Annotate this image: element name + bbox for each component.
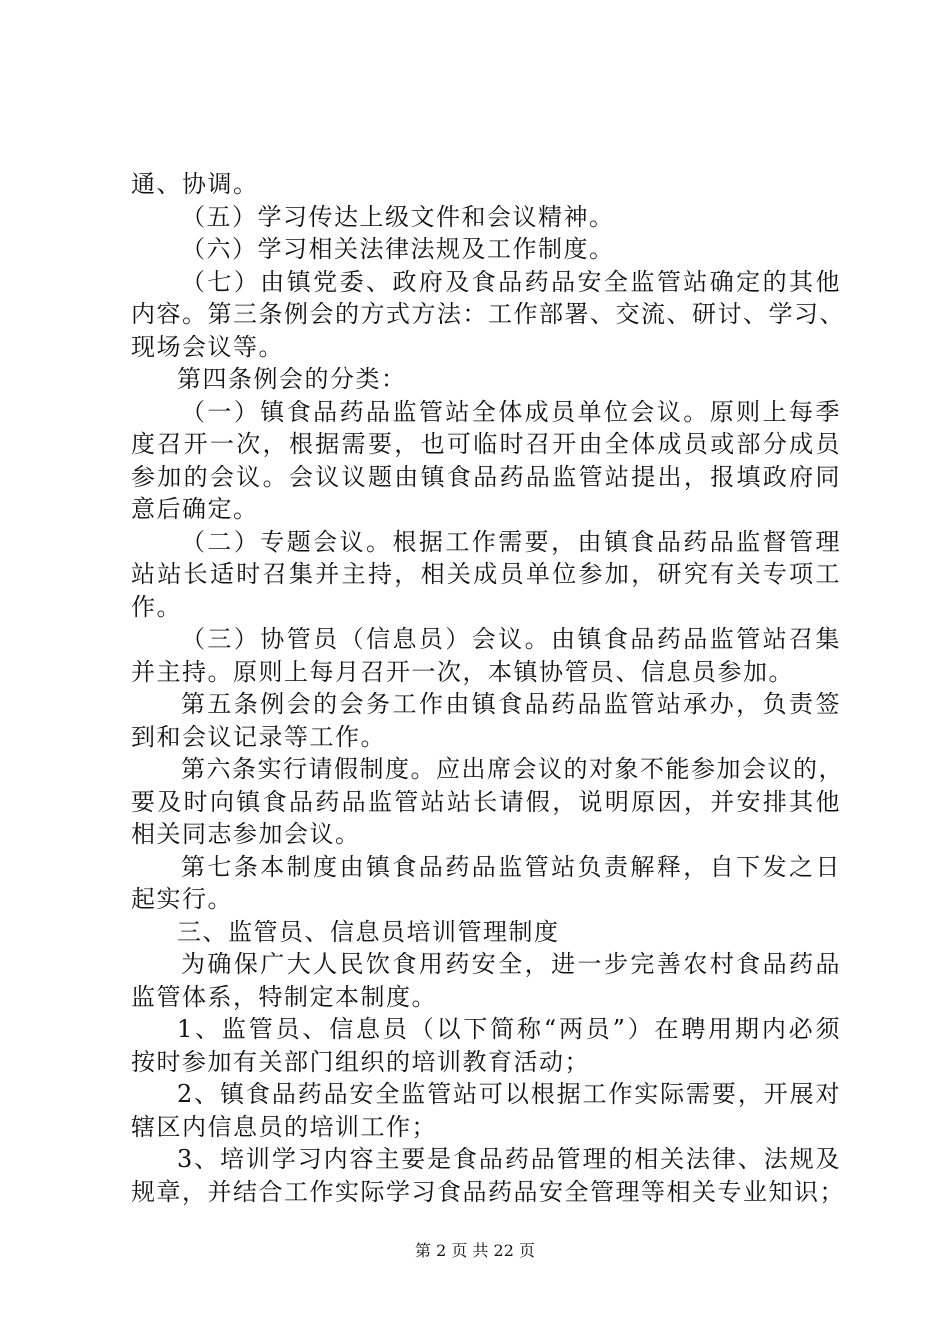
text-line: 第四条例会的分类： [177,365,407,393]
text-line: 1、监管员、信息员（以下简称“两员”）在聘用期内必须 [177,1015,841,1043]
text-line: 站站长适时召集并主持，相关成员单位参加，研究有关专项工 [131,560,841,588]
text-line: 第五条例会的会务工作由镇食品药品监管站承办，负责签 [181,690,841,718]
text-line: （二）专题会议。根据工作需要，由镇食品药品监督管理 [181,527,841,556]
text-line: 监管体系，特制定本制度。 [131,982,437,1011]
text-line: （五）学习传达上级文件和会议精神。 [181,202,615,231]
text-line: 参加的会议。会议议题由镇食品药品监管站提出，报填政府同 [131,462,841,491]
text-line: 规章，并结合工作实际学习食品药品安全管理等相关专业知识； [131,1177,845,1206]
text-line: 意后确定。 [131,495,259,523]
text-line: 为确保广大人民饮食用药安全，进一步完善农村食品药品 [181,950,841,978]
text-line: 2、镇食品药品安全监管站可以根据工作实际需要，开展对 [177,1080,841,1108]
text-line: 内容。第三条例会的方式方法：工作部署、交流、研讨、学习、 [131,300,845,328]
text-line: 辖区内信息员的培训工作； [131,1112,437,1141]
text-line: 要及时向镇食品药品监管站站长请假，说明原因，并安排其他 [131,787,841,816]
text-line: 起实行。 [131,885,233,913]
text-line: （三）协管员（信息员）会议。由镇食品药品监管站召集 [181,625,841,653]
text-line: 现场会议等。 [131,332,284,361]
text-line: 到和会议记录等工作。 [131,722,386,751]
text-line: （六）学习相关法律法规及工作制度。 [181,235,615,263]
text-line: 第七条本制度由镇食品药品监管站负责解释，自下发之日 [181,852,841,881]
text-line: 通、协调。 [131,170,259,198]
text-line: （一）镇食品药品监管站全体成员单位会议。原则上每季 [181,397,841,426]
text-line: 并主持。原则上每月召开一次，本镇协管员、信息员参加。 [131,657,794,686]
text-line: 按时参加有关部门组织的培训教育活动； [131,1047,590,1076]
text-line: 3、培训学习内容主要是食品药品管理的相关法律、法规及 [177,1145,841,1173]
text-line: （七）由镇党委、政府及食品药品安全监管站确定的其他 [181,267,841,296]
text-line: 度召开一次，根据需要，也可临时召开由全体成员或部分成员 [131,430,841,458]
text-line: 相关同志参加会议。 [131,820,361,848]
document-body [131,168,845,1208]
text-line: 第六条实行请假制度。应出席会议的对象不能参加会议的， [181,755,844,783]
text-line: 三、监管员、信息员培训管理制度 [177,917,560,946]
text-line: 作。 [131,592,182,621]
page-number-footer: 第 2 页 共 22 页 [415,1241,535,1260]
